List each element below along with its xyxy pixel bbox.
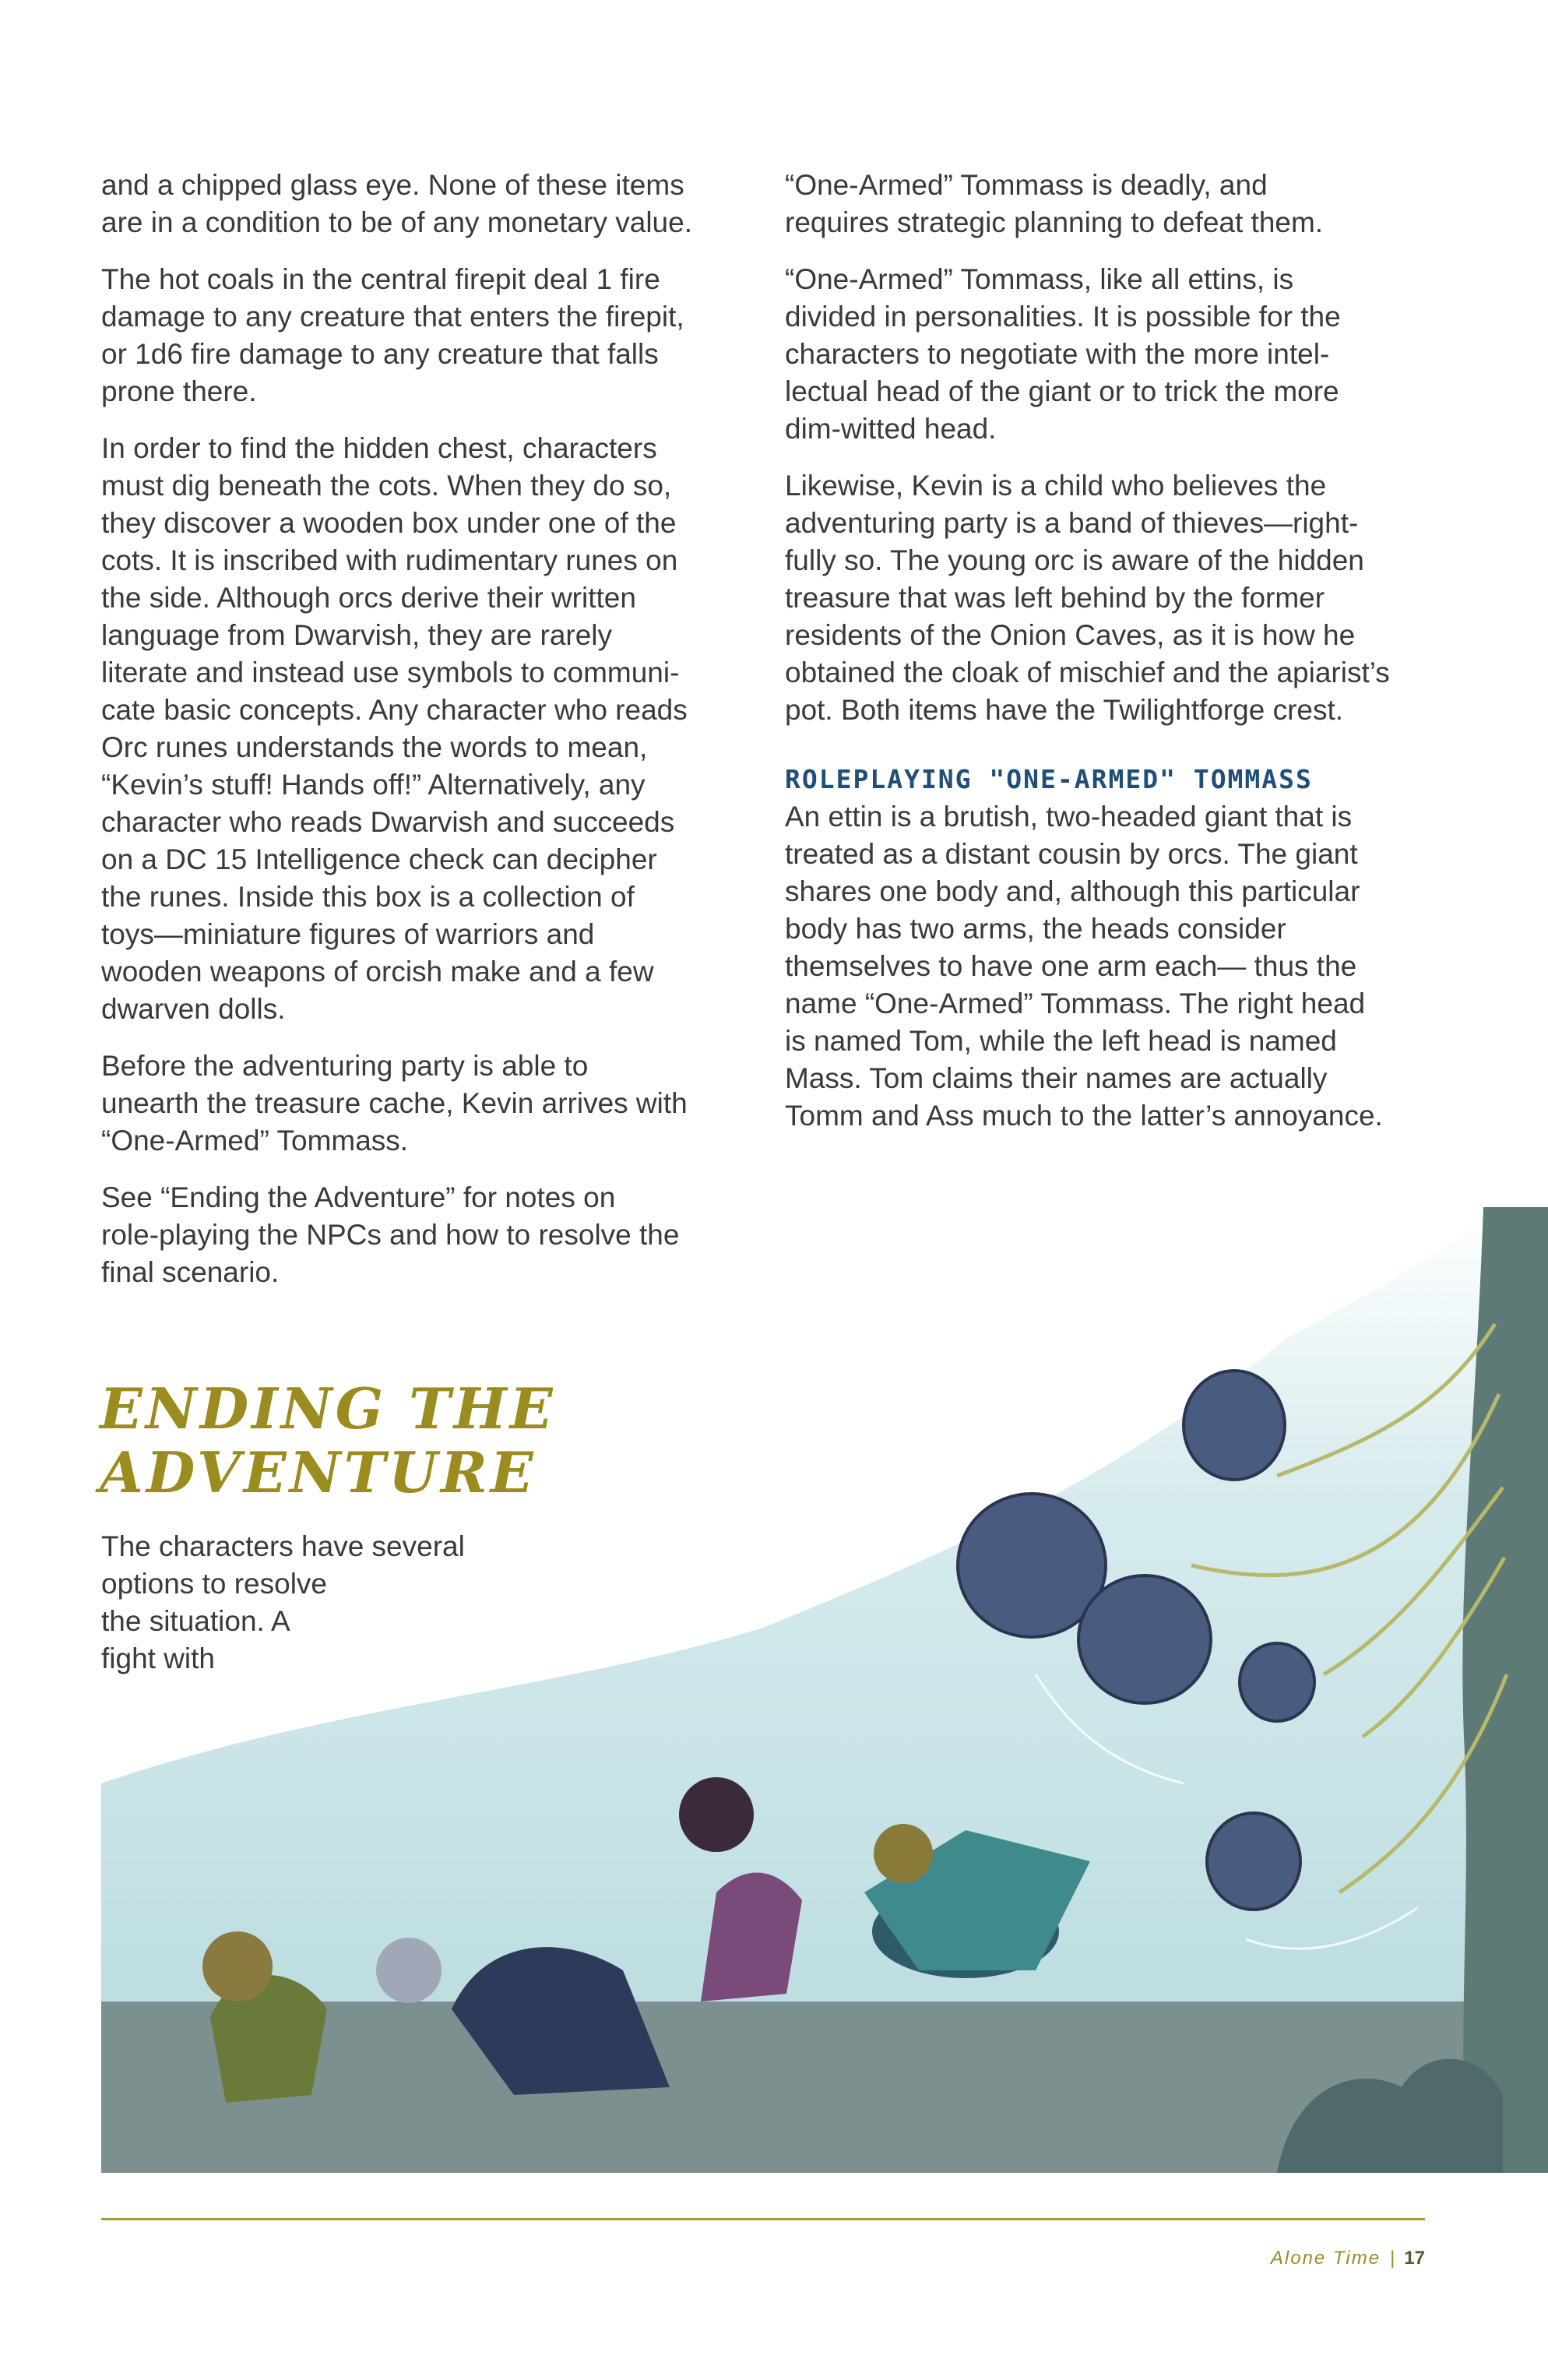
footer-book-title: Alone Time	[1270, 2248, 1381, 2269]
left-paragraph-3: In order to find the hidden chest, characters must dig beneath the cots. When they do so, they discover a wooden box under one of the cots. It is inscribed with rudimentary runes on the side. Although orcs derive their written language from Dwarvish, they are rarely literate and instead use symbols to communi- cate basic concepts. Any character who reads Orc runes understands the words to mean, “Kevin’s stuff! Hands off!” Alternatively, any character who reads Dwarvish and succeeds on a DC 15 Intelligence check can decipher the runes. Inside this box is a collection of toys—miniature figures of warriors and wooden weapons of orcish make and a few dwarven dolls.	[101, 432, 688, 1025]
right-paragraph-2: “One-Armed” Tommass, like all ettins, is divided in personalities. It is possible for the characters to negotiate with the more intel- lectual head of the giant or to trick the more dim-witted head.	[785, 263, 1341, 445]
left-paragraph-5: See “Ending the Adventure” for notes on role-playing the NPCs and how to resolve the final scenario.	[101, 1181, 680, 1288]
roleplaying-subheading: ROLEPLAYING "ONE-ARMED" TOMMASS	[785, 764, 1313, 794]
page-number: 17	[1404, 2248, 1425, 2269]
ending-section-text: The characters have several options to resolve the situation. A fight with	[101, 1530, 465, 1674]
ending-section-title: ENDING THE ADVENTURE	[100, 1375, 556, 1505]
left-paragraph-1: and a chipped glass eye. None of these items are in a condition to be of any monetary value.	[101, 169, 692, 238]
right-paragraph-1: “One-Armed” Tommass is deadly, and requires strategic planning to defeat them.	[785, 169, 1324, 238]
footer-divider	[101, 2218, 1425, 2220]
footer-separator: |	[1390, 2248, 1395, 2269]
left-paragraph-4: Before the adventuring party is able to unearth the treasure cache, Kevin arrives with “One-Armed” Tommass.	[101, 1050, 688, 1157]
page-footer	[1271, 2248, 1425, 2269]
chase-illustration	[0, 1192, 1548, 2173]
left-column	[101, 167, 779, 1311]
roleplaying-paragraph: An ettin is a brutish, two-headed giant that is treated as a distant cousin by orcs. The giant shares one body and, although this particular body has two arms, the heads consider themselves to have one arm each— thus the name “One-Armed” Tommass. The right head is named Tom, while the left head is named Mass. Tom claims their names are actually Tomm and Ass much to the latter’s annoyance.	[785, 801, 1383, 1132]
right-column	[785, 167, 1470, 1154]
right-paragraph-3: Likewise, Kevin is a child who believes the adventuring party is a band of thieves—right- fully so. The young orc is aware of the hidden treasure that was left behind by the former residents of the Onion Caves, as it is how he obtained the cloak of mischief and the apiarist’s pot. Both items have the Twilightforge crest.	[785, 470, 1390, 726]
left-paragraph-2: The hot coals in the central firepit deal 1 fire damage to any creature that enters the firepit, or 1d6 fire damage to any creature that falls prone there.	[101, 263, 684, 407]
